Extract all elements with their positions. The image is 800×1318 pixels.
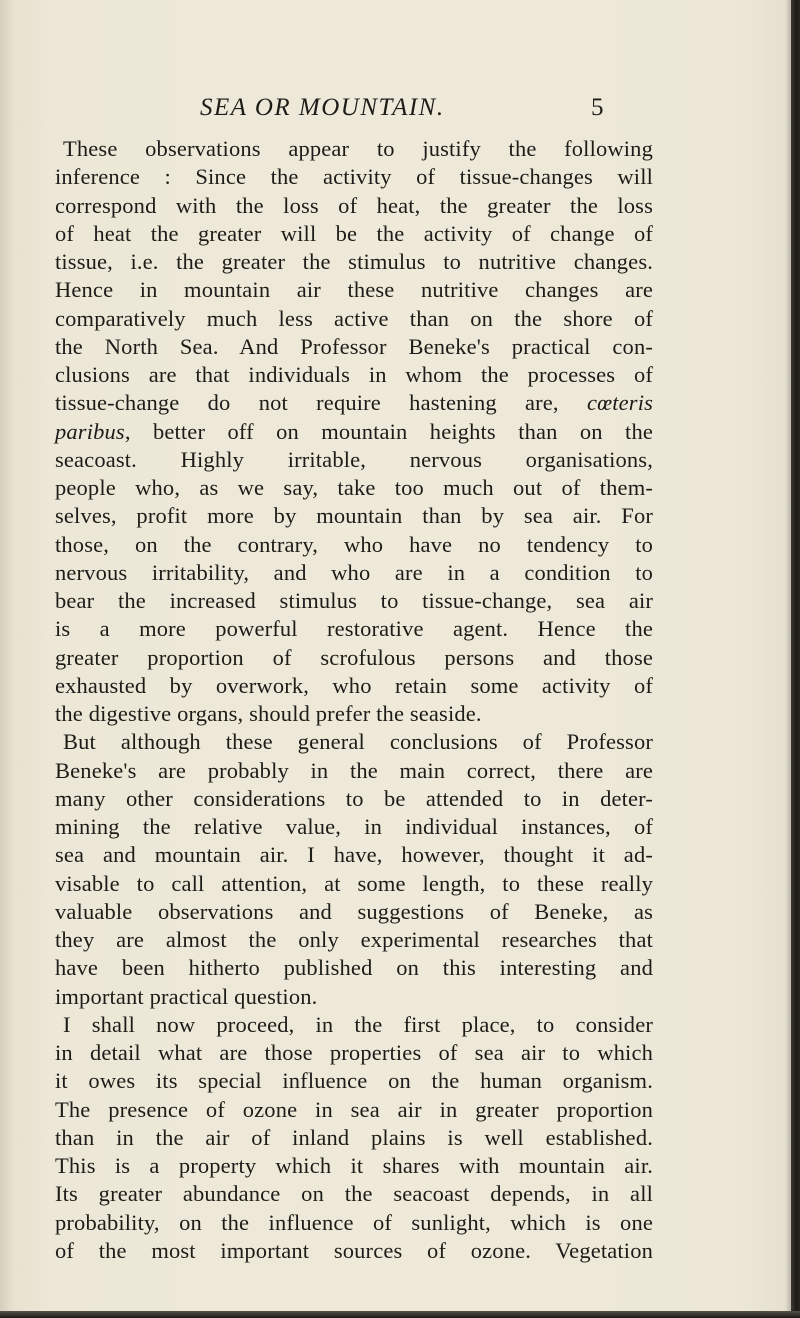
text-line [55,474,653,502]
text-segment: people who, as we say, take too much out of them- [55,475,653,500]
text-segment: it owes its special influence on the human organism. [55,1068,653,1094]
text-segment: , better off on mountain heights than on the [124,418,653,444]
text-segment: I shall now proceed, in the first place, to consider [63,1011,653,1037]
text-line [55,728,653,756]
text-line [55,1067,653,1095]
text-line [55,983,653,1011]
text-line [55,361,653,389]
text-segment: tissue-change do not require hastening are, [55,390,587,416]
text-line [55,870,653,898]
text-segment: important practical question. [55,983,318,1009]
page-edge-right [791,0,800,1318]
text-line [55,757,653,785]
text-segment: valuable observations and suggestions of Beneke, as [55,898,653,924]
text-line [55,502,653,530]
text-line [55,587,653,615]
text-line [55,163,653,191]
page-number: 5 [591,94,604,121]
text-segment: visable to call attention, at some length, to these really [55,870,653,896]
text-segment: probability, on the influence of sunlight, which is one [55,1209,653,1235]
text-segment: Its greater abundance on the seacoast depends, in all [55,1181,653,1207]
text-line [55,559,653,587]
text-segment: sea and mountain air. I have, however, thought it ad- [55,842,653,868]
text-segment: many other considerations to be attended to in deter- [55,785,653,811]
text-line [55,1180,653,1208]
text-line [55,1124,653,1152]
text-segment: correspond with the loss of heat, the greater the loss [55,192,653,218]
text-segment: the North Sea. And Professor Beneke's practical con- [55,333,653,359]
text-line [55,1096,653,1124]
text-line [55,305,653,333]
text-segment: But although these general conclusions of Professor [63,729,653,755]
text-line [55,644,653,672]
text-segment: inference : Since the activity of tissue-changes will [55,164,653,190]
body-text [55,135,653,1265]
text-line [55,389,653,417]
italic-phrase: paribus [55,418,125,444]
text-line [55,1237,653,1265]
text-segment: Hence in mountain air these nutritive changes are [55,277,653,303]
text-segment: bear the increased stimulus to tissue-change, sea air [55,588,653,613]
running-head: SEA OR MOUNTAIN. [200,94,445,121]
text-line [55,333,653,361]
text-segment: of heat the greater will be the activity of change of [55,220,653,246]
text-line [55,192,653,220]
text-line [55,700,653,728]
text-line [55,418,653,446]
text-segment: seacoast. Highly irritable, nervous organisations, [55,446,653,472]
text-line [55,248,653,276]
text-line [55,276,653,304]
text-segment: This is a property which it shares with mountain air. [55,1153,653,1178]
text-segment: nervous irritability, and who are in a condition to [55,559,653,585]
text-line [55,841,653,869]
text-line [55,926,653,954]
text-segment: than in the air of inland plains is well established. [55,1124,653,1150]
text-line [55,898,653,926]
text-line [55,813,653,841]
text-line [55,615,653,643]
text-line [55,135,653,163]
text-line [55,1039,653,1067]
text-line [55,446,653,474]
text-line [55,785,653,813]
text-segment: tissue, i.e. the greater the stimulus to nutritive changes. [55,249,653,274]
page-header [0,94,800,124]
text-segment: comparatively much less active than on the shore of [55,305,653,331]
text-segment: they are almost the only experimental researches that [55,927,653,952]
text-segment: exhausted by overwork, who retain some activity of [55,672,653,698]
text-segment: The presence of ozone in sea air in greater proportion [55,1096,653,1122]
text-line [55,672,653,700]
gutter-shadow [0,0,14,1318]
page-edge-bottom [0,1311,800,1318]
text-segment: is a more powerful restorative agent. Hence the [55,616,653,642]
text-line [55,531,653,559]
text-segment: selves, profit more by mountain than by sea air. For [55,503,653,529]
text-segment: These observations appear to justify the following [63,136,653,161]
italic-phrase: cœteris [586,390,653,416]
text-segment: clusions are that individuals in whom the processes of [55,362,653,387]
text-segment: greater proportion of scrofulous persons and those [55,644,653,670]
text-segment: in detail what are those properties of sea air to which [55,1040,653,1065]
text-segment: have been hitherto published on this interesting and [55,955,653,981]
text-segment: the digestive organs, should prefer the seaside. [55,701,482,726]
text-segment: those, on the contrary, who have no tendency to [55,531,653,557]
text-line [55,220,653,248]
text-segment: mining the relative value, in individual instances, of [55,814,653,839]
text-line [55,1152,653,1180]
text-line [55,954,653,982]
text-line [55,1011,653,1039]
text-segment: of the most important sources of ozone. Vegetation [55,1237,653,1263]
text-segment: Beneke's are probably in the main correct, there are [55,757,653,783]
text-line [55,1209,653,1237]
